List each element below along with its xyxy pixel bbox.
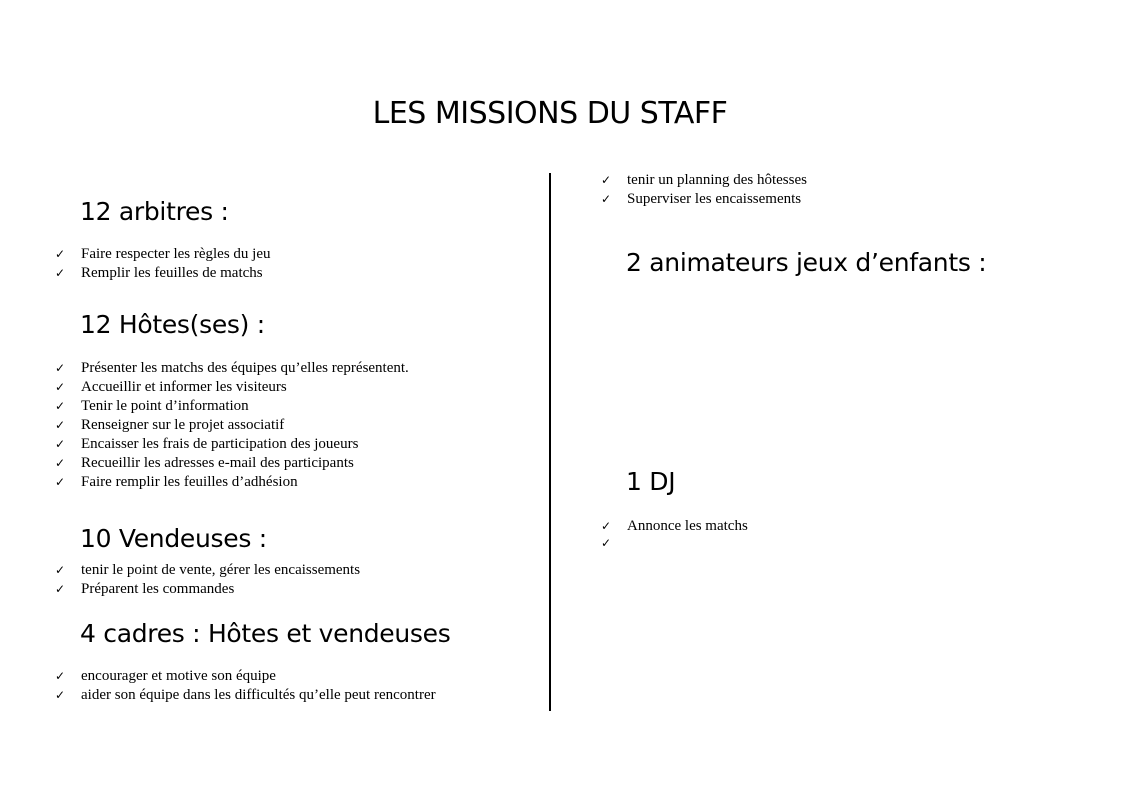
list-dj [601, 517, 748, 551]
list-item [601, 171, 807, 190]
checkmark-icon: ✓ [55, 669, 66, 683]
list-item-text: encourager et motive son équipe [81, 668, 276, 684]
checkmark-icon: ✓ [55, 266, 66, 280]
checkmark-icon: ✓ [55, 418, 66, 432]
checkmark-icon: ✓ [601, 519, 612, 533]
list-item-text: Tenir le point d’information [81, 398, 249, 414]
checkmark-icon: ✓ [55, 582, 66, 596]
list-cadres-right [601, 171, 807, 209]
checkmark-icon: ✓ [55, 247, 66, 261]
list-item-text: Remplir les feuilles de matchs [81, 265, 263, 281]
list-item-text: Faire remplir les feuilles d’adhésion [81, 474, 298, 490]
list-item [55, 359, 409, 378]
list-item-text: Faire respecter les règles du jeu [81, 246, 271, 262]
checkmark-icon: ✓ [55, 437, 66, 451]
list-item-text: Présenter les matchs des équipes qu’elles représentent. [81, 360, 409, 376]
list-item-text: Encaisser les frais de participation des joueurs [81, 436, 359, 452]
list-item-text: Annonce les matchs [627, 518, 748, 534]
list-item [601, 536, 748, 551]
checkmark-icon: ✓ [55, 380, 66, 394]
checkmark-icon: ✓ [601, 192, 612, 206]
heading-vendeuses: 10 Vendeuses : [80, 524, 267, 553]
list-item [55, 580, 360, 599]
list-item [55, 561, 360, 580]
list-item [55, 245, 271, 264]
checkmark-icon: ✓ [601, 173, 612, 187]
list-hotes [55, 359, 409, 492]
list-item [55, 416, 409, 435]
list-item [55, 667, 436, 686]
checkmark-icon: ✓ [55, 361, 66, 375]
list-item [55, 435, 409, 454]
list-item-text: tenir un planning des hôtesses [627, 172, 807, 188]
list-item-text: Préparent les commandes [81, 581, 235, 597]
heading-dj: 1 DJ [626, 467, 676, 496]
heading-hotes: 12 Hôtes(ses) : [80, 310, 265, 339]
list-item [601, 517, 748, 536]
list-cadres-left [55, 667, 436, 705]
page-title: LES MISSIONS DU STAFF [372, 96, 728, 131]
heading-cadres: 4 cadres : Hôtes et vendeuses [80, 619, 451, 648]
checkmark-icon: ✓ [55, 399, 66, 413]
list-item-text: Recueillir les adresses e-mail des participants [81, 455, 354, 471]
list-item [55, 378, 409, 397]
list-item [55, 473, 409, 492]
checkmark-icon: ✓ [601, 536, 612, 550]
list-item-text: Accueillir et informer les visiteurs [81, 379, 287, 395]
heading-arbitres: 12 arbitres : [80, 197, 229, 226]
list-item [55, 454, 409, 473]
list-item-text: tenir le point de vente, gérer les encaissements [81, 562, 361, 578]
list-item-text: Superviser les encaissements [627, 191, 802, 207]
checkmark-icon: ✓ [55, 456, 66, 470]
list-arbitres [55, 245, 271, 283]
checkmark-icon: ✓ [55, 688, 66, 702]
list-vendeuses [55, 561, 360, 599]
heading-animateurs: 2 animateurs jeux d’enfants : [626, 248, 987, 277]
list-item-text: Renseigner sur le projet associatif [81, 417, 285, 433]
column-divider [549, 173, 551, 711]
list-item [55, 686, 436, 705]
checkmark-icon: ✓ [55, 563, 66, 577]
list-item [55, 397, 409, 416]
list-item-text: aider son équipe dans les difficultés qu’elle peut rencontrer [81, 687, 436, 703]
list-item [55, 264, 271, 283]
list-item [601, 190, 807, 209]
checkmark-icon: ✓ [55, 475, 66, 489]
